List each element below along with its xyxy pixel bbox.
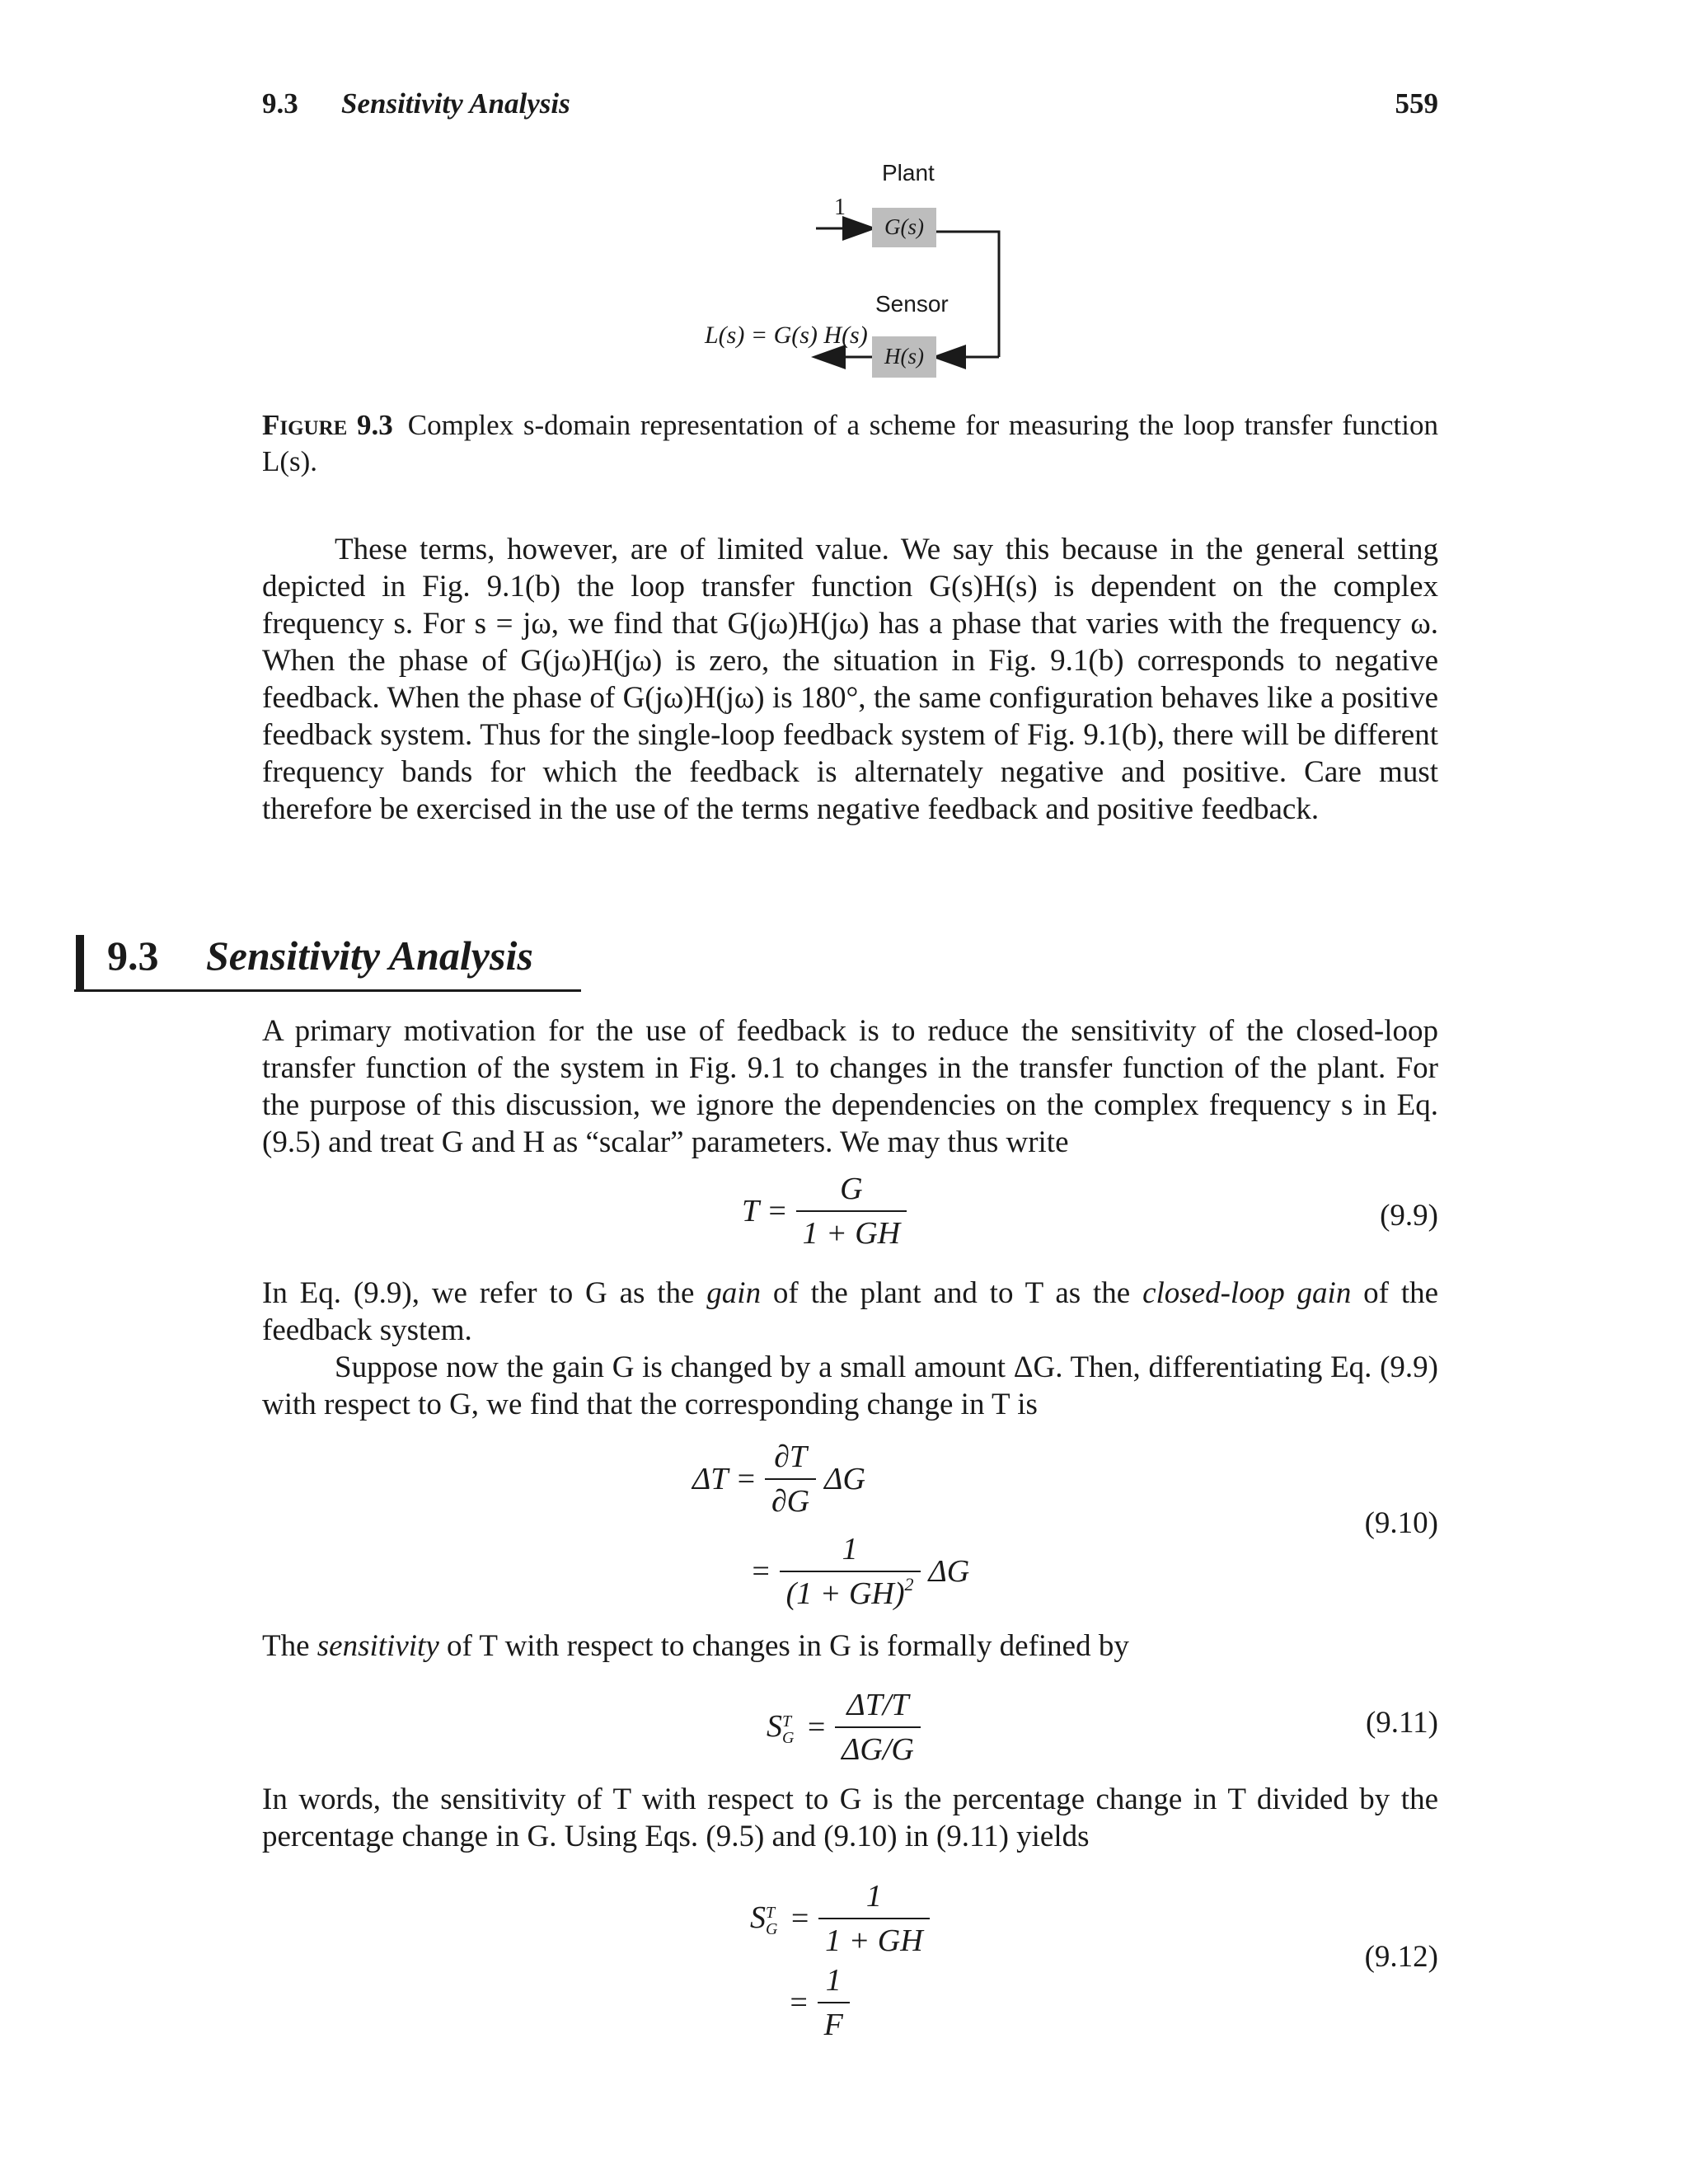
eq910-factor-1: ΔG: [824, 1462, 865, 1496]
eq911-S: S: [767, 1709, 782, 1745]
body-paragraph-2: A primary motivation for the use of feedback is to reduce the sensitivity of the closed-loop transfer function of the system in Fig. 9.1 to changes in the transfer function of the plant. For the purpose of this discussion, we ignore the dependencies on the complex frequency s in Eq. (9.5) and treat G and H as “scalar” parameters. We may thus write: [262, 1014, 1438, 1159]
caption-text: Complex s-domain representation of a scheme for measuring the loop transfer function L(s).: [262, 409, 1439, 477]
equation-9-10-line-1: [692, 1439, 865, 1519]
p3-text-2: of the plant and to T as the: [761, 1276, 1143, 1310]
header-section-title: Sensitivity Analysis: [341, 87, 570, 120]
eq99-denominator: 1 + GH: [796, 1210, 907, 1252]
plant-label: Plant: [882, 160, 935, 186]
eq912-fraction-1: [818, 1878, 930, 1959]
eq911-superscript: T: [782, 1712, 792, 1731]
body-paragraph-4: Suppose now the gain G is changed by a small amount ΔG. Then, differentiating Eq. (9.9) with respect to G, we find that the corresponding change in T is: [262, 1350, 1438, 1421]
term-closed-loop-gain: closed-loop gain: [1142, 1276, 1352, 1310]
running-header: [262, 87, 1438, 129]
eq912-denominator-2: F: [818, 2002, 850, 2043]
body-paragraph-1: These terms, however, are of limited value. We say this because in the general setting depicted in Fig. 9.1(b) the loop transfer function G(s)H(s) is dependent on the complex frequency s. For s = jω, we find that G(jω)H(jω) has a phase that varies with the frequency ω. When the phase of G(jω)H(jω) is zero, the situation in Fig. 9.1(b) corresponds to negative feedback. When the phase of G(jω)H(jω) is 180°, the same configuration behaves like a positive feedback system. Thus for the single-loop feedback system of Fig. 9.1(b), there will be different frequency bands for which the feedback is alternately negative and positive. Care must therefore be exercised in the use of the terms negative feedback and positive feedback.: [262, 533, 1438, 826]
eq911-numerator: ΔT/T: [846, 1688, 909, 1722]
equation-9-12-line-1: [750, 1878, 938, 1959]
eq912-fraction-2: [818, 1962, 850, 2043]
eq912-subscript: G: [766, 1919, 778, 1938]
body-paragraph-5: [262, 1627, 1438, 1665]
eq910-lhs: ΔT =: [692, 1462, 757, 1496]
p3-text-3: of the feedback system.: [262, 1276, 1439, 1347]
section-heading: [74, 927, 581, 992]
eq912-superscript: T: [766, 1903, 776, 1922]
input-label: 1: [834, 195, 846, 220]
equation-9-12-number: (9.12): [1364, 1940, 1438, 1974]
equation-9-11: [767, 1687, 929, 1768]
eq910-exponent: 2: [904, 1574, 914, 1595]
eq910-fraction-2: [780, 1531, 921, 1612]
eq910-numerator-1: ∂T: [774, 1440, 807, 1474]
p3-text-1: In Eq. (9.9), we refer to G as the: [262, 1276, 707, 1310]
page-number: 559: [1395, 87, 1438, 120]
p5-text-2: of T with respect to changes in G is formally defined by: [438, 1629, 1129, 1663]
p5-text-1: The: [262, 1629, 317, 1663]
eq910-numerator-2: 1: [842, 1532, 858, 1566]
eq910-equals-2: =: [750, 1554, 771, 1589]
eq912-S: S: [750, 1900, 766, 1936]
plant-block-label: G(s): [884, 214, 924, 239]
eq912-equals-1: =: [789, 1901, 811, 1936]
equation-9-10-number: (9.10): [1364, 1506, 1438, 1540]
eq910-fraction-1: [765, 1439, 816, 1519]
caption-label: Figure 9.3: [262, 409, 393, 441]
block-diagram-svg: [692, 148, 1022, 396]
eq912-sensitivity-symbol: [750, 1900, 777, 1937]
section-title: Sensitivity Analysis: [206, 932, 533, 979]
eq912-numerator-1: 1: [865, 1879, 882, 1914]
eq910-denominator-2: [780, 1571, 921, 1612]
term-gain: gain: [706, 1276, 762, 1310]
equation-9-9-number: (9.9): [1380, 1199, 1438, 1233]
section-number: 9.3: [107, 932, 159, 979]
eq99-fraction: [796, 1171, 907, 1252]
block-diagram: [692, 148, 1022, 396]
body-paragraph-6: In words, the sensitivity of T with respect to G is the percentage change in T divided by the percentage change in G. Using Eqs. (9.5) and (9.10) in (9.11) yields: [262, 1782, 1438, 1853]
eq912-numerator-2: 1: [825, 1963, 842, 1998]
eq99-numerator: G: [840, 1172, 863, 1206]
eq911-denominator: ΔG/G: [835, 1726, 921, 1768]
eq910-denominator-2-base: (1 + GH): [785, 1576, 905, 1611]
section-marker: [76, 935, 84, 991]
eq912-equals-2: =: [788, 1985, 809, 2020]
figure-caption: [262, 407, 1438, 480]
eq911-equals: =: [805, 1710, 828, 1745]
eq910-factor-2: ΔG: [928, 1554, 970, 1589]
eq911-sensitivity-symbol: [767, 1708, 794, 1745]
equation-9-10-line-2: [750, 1531, 969, 1612]
sensor-label: Sensor: [875, 291, 949, 317]
eq911-fraction: [835, 1687, 921, 1768]
eq99-lhs: T =: [742, 1194, 788, 1228]
equation-9-9: [742, 1171, 915, 1252]
sensor-block-label: H(s): [884, 344, 924, 369]
eq911-subscript: G: [782, 1728, 795, 1747]
eq910-denominator-1: ∂G: [765, 1478, 816, 1519]
loop-transfer-label: L(s) = G(s) H(s): [705, 322, 868, 349]
header-section-number: 9.3: [262, 87, 298, 120]
eq912-denominator-1: 1 + GH: [818, 1918, 930, 1959]
equation-9-12-line-2: [788, 1962, 858, 2043]
body-paragraph-3: [262, 1275, 1438, 1349]
term-sensitivity: sensitivity: [316, 1629, 439, 1663]
equation-9-11-number: (9.11): [1365, 1706, 1438, 1740]
